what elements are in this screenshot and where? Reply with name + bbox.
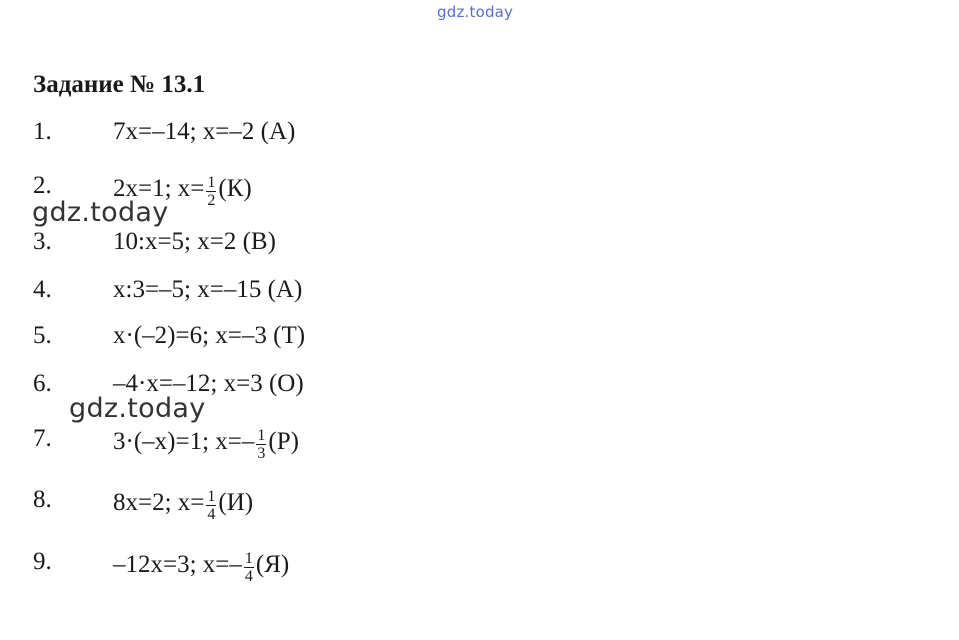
fraction-denominator: 4 — [207, 506, 216, 523]
expression-answer: (К) — [218, 175, 252, 202]
expression-left: 8x=2; x= — [113, 489, 205, 516]
fraction-denominator: 2 — [207, 192, 216, 209]
expression-answer: (Р) — [268, 428, 299, 455]
fraction — [256, 428, 266, 462]
expression-left: 3·(–x)=1; x=– — [113, 428, 255, 455]
item-number: 8. — [33, 486, 52, 513]
item-number: 4. — [33, 276, 52, 303]
fraction-numerator: 1 — [244, 550, 253, 567]
watermark-top: gdz.today — [437, 3, 514, 21]
item-expression: 10:x=5; x=2 (В) — [113, 228, 276, 255]
item-number: 9. — [33, 548, 52, 575]
item-number: 7. — [33, 425, 52, 452]
fraction-numerator: 1 — [207, 488, 216, 505]
item-expression — [113, 486, 254, 523]
fraction-numerator: 1 — [207, 174, 216, 191]
expression-answer: (Я) — [255, 551, 290, 578]
fraction-numerator: 1 — [257, 427, 266, 444]
item-number: 3. — [33, 228, 52, 255]
item-expression: x:3=–5; x=–15 (А) — [113, 276, 303, 303]
item-number: 1. — [33, 118, 52, 145]
expression-left: –12x=3; x=– — [113, 551, 242, 578]
fraction — [244, 551, 254, 585]
fraction-denominator: 3 — [257, 445, 266, 462]
watermark: gdz.today — [32, 197, 169, 228]
fraction-denominator: 4 — [244, 568, 253, 585]
item-expression: 7x=–14; x=–2 (А) — [113, 118, 296, 145]
item-number: 2. — [33, 172, 52, 199]
item-expression — [113, 425, 299, 462]
expression-left: 2x=1; x= — [113, 175, 205, 202]
item-number: 5. — [33, 322, 52, 349]
expression-answer: (И) — [218, 489, 254, 516]
item-expression: –4·x=–12; x=3 (О) — [113, 370, 304, 397]
item-expression — [113, 548, 290, 585]
item-expression: x·(–2)=6; x=–3 (Т) — [113, 322, 306, 349]
item-number: 6. — [33, 370, 52, 397]
watermark: gdz.today — [69, 393, 206, 424]
fraction — [206, 489, 216, 523]
fraction — [206, 175, 216, 209]
task-title: Задание № 13.1 — [33, 71, 206, 98]
